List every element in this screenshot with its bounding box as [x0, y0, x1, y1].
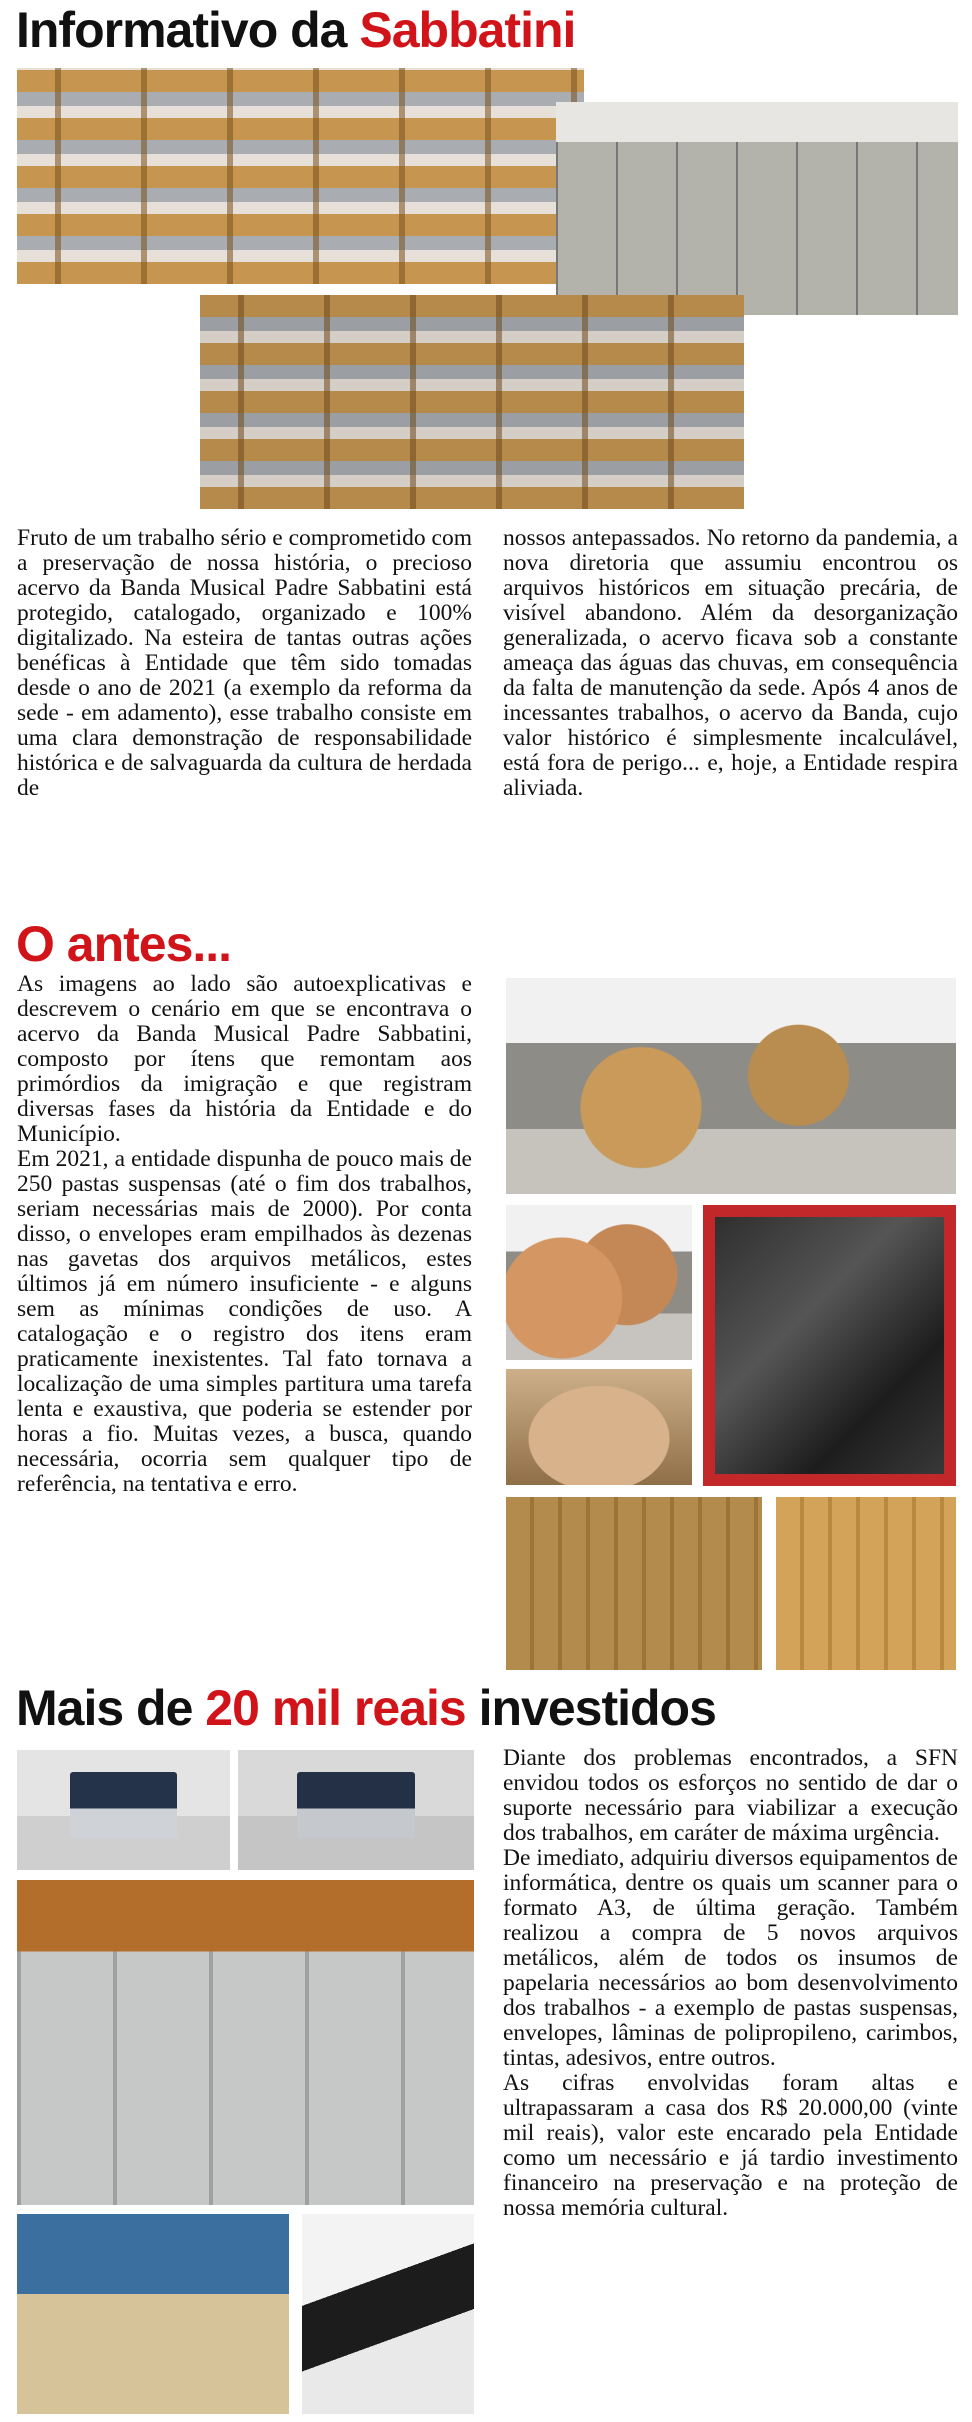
title-highlight: Sabbatini: [359, 2, 576, 58]
intro-column-2: nossos antepassados. No retorno da pandemia, a nova diretoria que assumiu encontrou os arquivos históricos em situação precária, de visível abandono. Além da desorganização generalizada, o acervo ficava sob a constante ameaça das águas das chuvas, em consequência da falta de manutenção da sede. Após 4 anos de incessantes trabalhos, o acervo da Banda, cujo valor histórico é simplesmente incalculável, está fora de perigo... e, hoje, a Entidade respira aliviada.: [503, 525, 958, 801]
photo-a3-scanner: [302, 2214, 474, 2414]
photo-metal-cabinets-wall: [556, 102, 958, 315]
photo-new-metal-cabinets: [17, 1880, 474, 2205]
investment-paragraph-1: Diante dos problemas encontrados, a SFN envidou todos os esforços no sentido de dar o suporte necessário para viabilizar a execução dos trabalhos, em caráter de máxima urgência.: [503, 1745, 958, 1846]
photo-envelope-piles: [506, 1205, 692, 1360]
investment-paragraph-3: As cifras envolvidas foram altas e ultrapassaram a casa dos R$ 20.000,00 (vinte mil reais), valor este encarado pela Entidade como um necessário e já tardio investimento financeiro na preservação e na proteção de nossa memória cultural.: [503, 2070, 958, 2221]
intro-column-1: Fruto de um trabalho sério e comprometido com a preservação de nossa história, o precioso acervo da Banda Musical Padre Sabbatini está protegido, catalogado, organizado e 100% digitalizado. Na esteira de tantas outras ações benéficas à Entidade que têm sido tomadas desde o ano de 2021 (a exemplo da reforma da sede - em adamento), esse trabalho consiste em uma clara demonstração de responsabilidade histórica e de salvaguarda da cultura de herdada de: [17, 525, 472, 801]
page-title: Informativo da Sabbatini: [16, 2, 576, 58]
photo-tarp-covered-items: [703, 1205, 956, 1486]
investment-highlight: 20 mil reais: [205, 1680, 466, 1736]
section-title-investment: Mais de 20 mil reais investidos: [16, 1680, 716, 1736]
photo-messy-archive-room: [506, 978, 956, 1194]
photo-computer-equipment: [17, 1750, 230, 1870]
photo-envelope-bundles: [776, 1497, 956, 1670]
photo-stacked-envelopes-shelf: [506, 1497, 762, 1670]
photo-archive-drawers-floor: [17, 68, 584, 284]
investment-text: [503, 1746, 958, 2221]
before-paragraph-1: As imagens ao lado são autoexplicativas e descrevem o cenário em que se encontrava o acervo da Banda Musical Padre Sabbatini, composto por ítens que remontam aos primórdios da imigração e que registram diversas fases da história da Entidade e do Município.: [17, 971, 472, 1147]
investment-paragraph-2: De imediato, adquiriu diversos equipamentos de informática, dentre os quais um scanner para o formato A3, de última geração. Também realizou a compra de 5 novos arquivos metálicos, além de todos os insumos de papelaria necessários ao bom desenvolvimento dos trabalhos - a exemplo de pastas suspensas, envelopes, lâminas de polipropileno, carimbos, tintas, adesivos, entre outros.: [503, 1845, 958, 2071]
before-paragraph-2: Em 2021, a entidade dispunha de pouco mais de 250 pastas suspensas (até o fim dos trabalhos, seriam necessárias mais de 2000). Por conta disso, o envelopes eram empilhados às dezenas nas gavetas dos arquivos metálicos, estes últimos já em número insuficiente - e alguns sem as mínimas condições de uso. A catalogação e o registro dos itens eram praticamente inexistentes. Tal fato tornava a localização de uma simples partitura uma tarefa lenta e exaustiva, que poderia se estender por horas a fio. Muitas vezes, a busca, quando necessária, ocorria sem qualquer tipo de referência, na tentativa e erro.: [17, 1146, 472, 1497]
before-text: [17, 972, 472, 1497]
photo-cardboard-box: [506, 1369, 692, 1485]
section-title-before: O antes...: [16, 916, 232, 972]
photo-stationery-supplies: [17, 2214, 289, 2414]
photo-printer-and-laptop: [238, 1750, 474, 1870]
photo-archive-drawers-open: [200, 295, 744, 509]
